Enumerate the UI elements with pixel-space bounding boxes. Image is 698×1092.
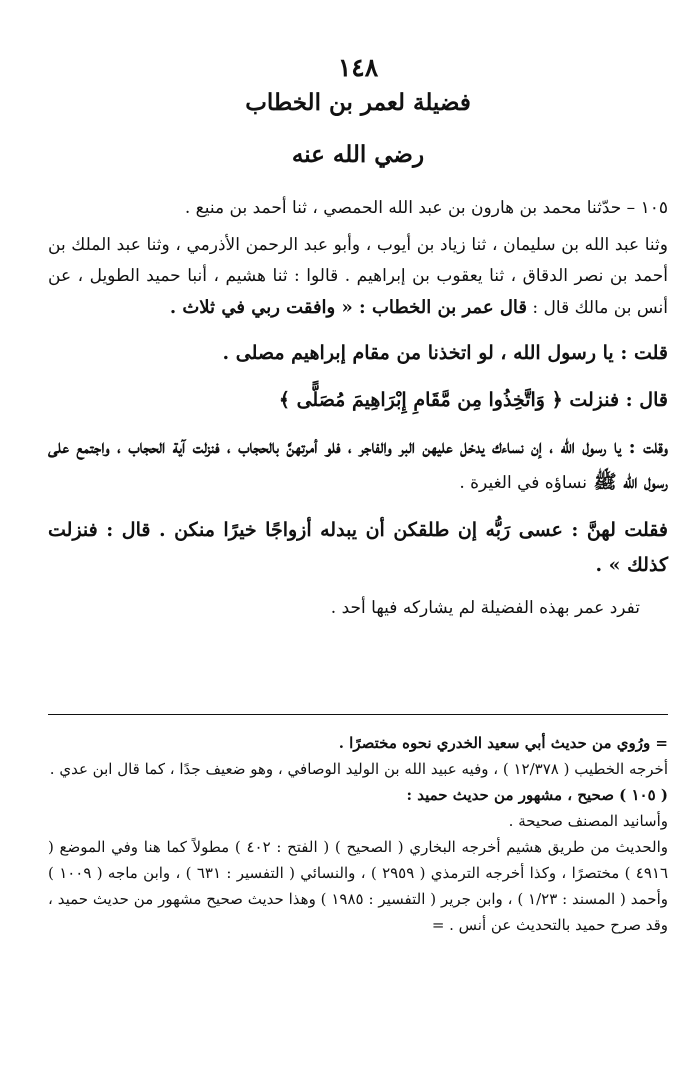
matn-3-bold-text: وقلت : يا رسول الله ، إن نساءك يدخل عليهن البر والفاجر ، فلو أمرتهنَّ بالحجاب ، فنزلت آية الحجاب ، واجتمع على رسول الله ﷺ xyxy=(48,436,668,493)
footnote-line: وأسانيد المصنف صحيحة . xyxy=(508,812,668,830)
hadith-number-line: ١٠٥ – حدّثنا محمد بن هارون بن عبد الله الحمصي ، ثنا أحمد بن منيع . xyxy=(184,198,668,218)
remark-line: تفرد عمر بهذه الفضيلة لم يشاركه فيها أحد . xyxy=(330,598,640,618)
footnote-line: والحديث من طريق هشيم أخرجه البخاري ( الصحيح ) ( الفتح : ٤٠٢ ) مطولاً كما هنا وفي الموضع ( ٤٩١٦ ) مختصرًا ، وكذا أخرجه الترمذي ( ٢٩٥٩ ) ، والنسائي ( التفسير : ٦٣١ ) ، وابن ماجه ( ١٠٠٩ ) وأحمد ( المسند : ١/٢٣ ) ، وابن جرير ( التفسير : ١٩٨٥ ) وهذا حديث صحيح مشهور من حديث حميد ، وقد صرح حميد بالتحديث عن أنس . = xyxy=(48,838,669,934)
matn-line-2: قال : فنزلت ﴿ وَاتَّخِذُوا مِن مَّقَامِ إِبْرَاهِيمَ مُصَلًّى ﴾ xyxy=(278,389,668,411)
footnote-divider xyxy=(48,714,668,715)
footnotes xyxy=(48,730,668,938)
isnad-bold-text: قال عمر بن الخطاب : « وافقت ربي في ثلاث . xyxy=(169,297,527,318)
matn-line-1: قلت : يا رسول الله ، لو اتخذنا من مقام إبراهيم مصلى . xyxy=(222,342,668,364)
footnote-line: ( ١٠٥ ) صحيح ، مشهور من حديث حميد : xyxy=(406,786,668,804)
matn-paragraph-3 xyxy=(48,430,668,501)
chapter-subtitle: رضي الله عنه xyxy=(291,141,425,168)
footnote-line: أخرجه الخطيب ( ١٢/٣٧٨ ) ، وفيه عبيد الله بن الوليد الوصافي ، وهو ضعيف جدًا ، كما قال ابن عدي . xyxy=(49,760,668,778)
isnad-text: وثنا عبد الله بن سليمان ، ثنا زياد بن أيوب ، وأبو عبد الرحمن الأذرمي ، وثنا عبد الملك بن أحمد بن نصر الدقاق ، ثنا يعقوب بن إبراهيم . قالوا : ثنا هشيم ، أنبا حميد الطويل ، عن أنس بن مالك قال : xyxy=(48,235,668,318)
page-number: ١٤٨ xyxy=(337,53,379,82)
matn-3-plain-text: نساؤه في الغيرة . xyxy=(459,473,587,493)
hadith-isnad xyxy=(48,230,668,324)
matn-paragraph-4: فقلت لهنَّ : عسى رَبُّه إن طلقكن أن يبدله أزواجًا خيرًا منكن . قال : فنزلت كذلك » . xyxy=(48,519,669,576)
chapter-title: فضيلة لعمر بن الخطاب xyxy=(245,89,471,116)
page-body xyxy=(48,52,668,623)
footnote-line: = ورُوي من حديث أبي سعيد الخدري نحوه مختصرًا . xyxy=(338,734,668,752)
